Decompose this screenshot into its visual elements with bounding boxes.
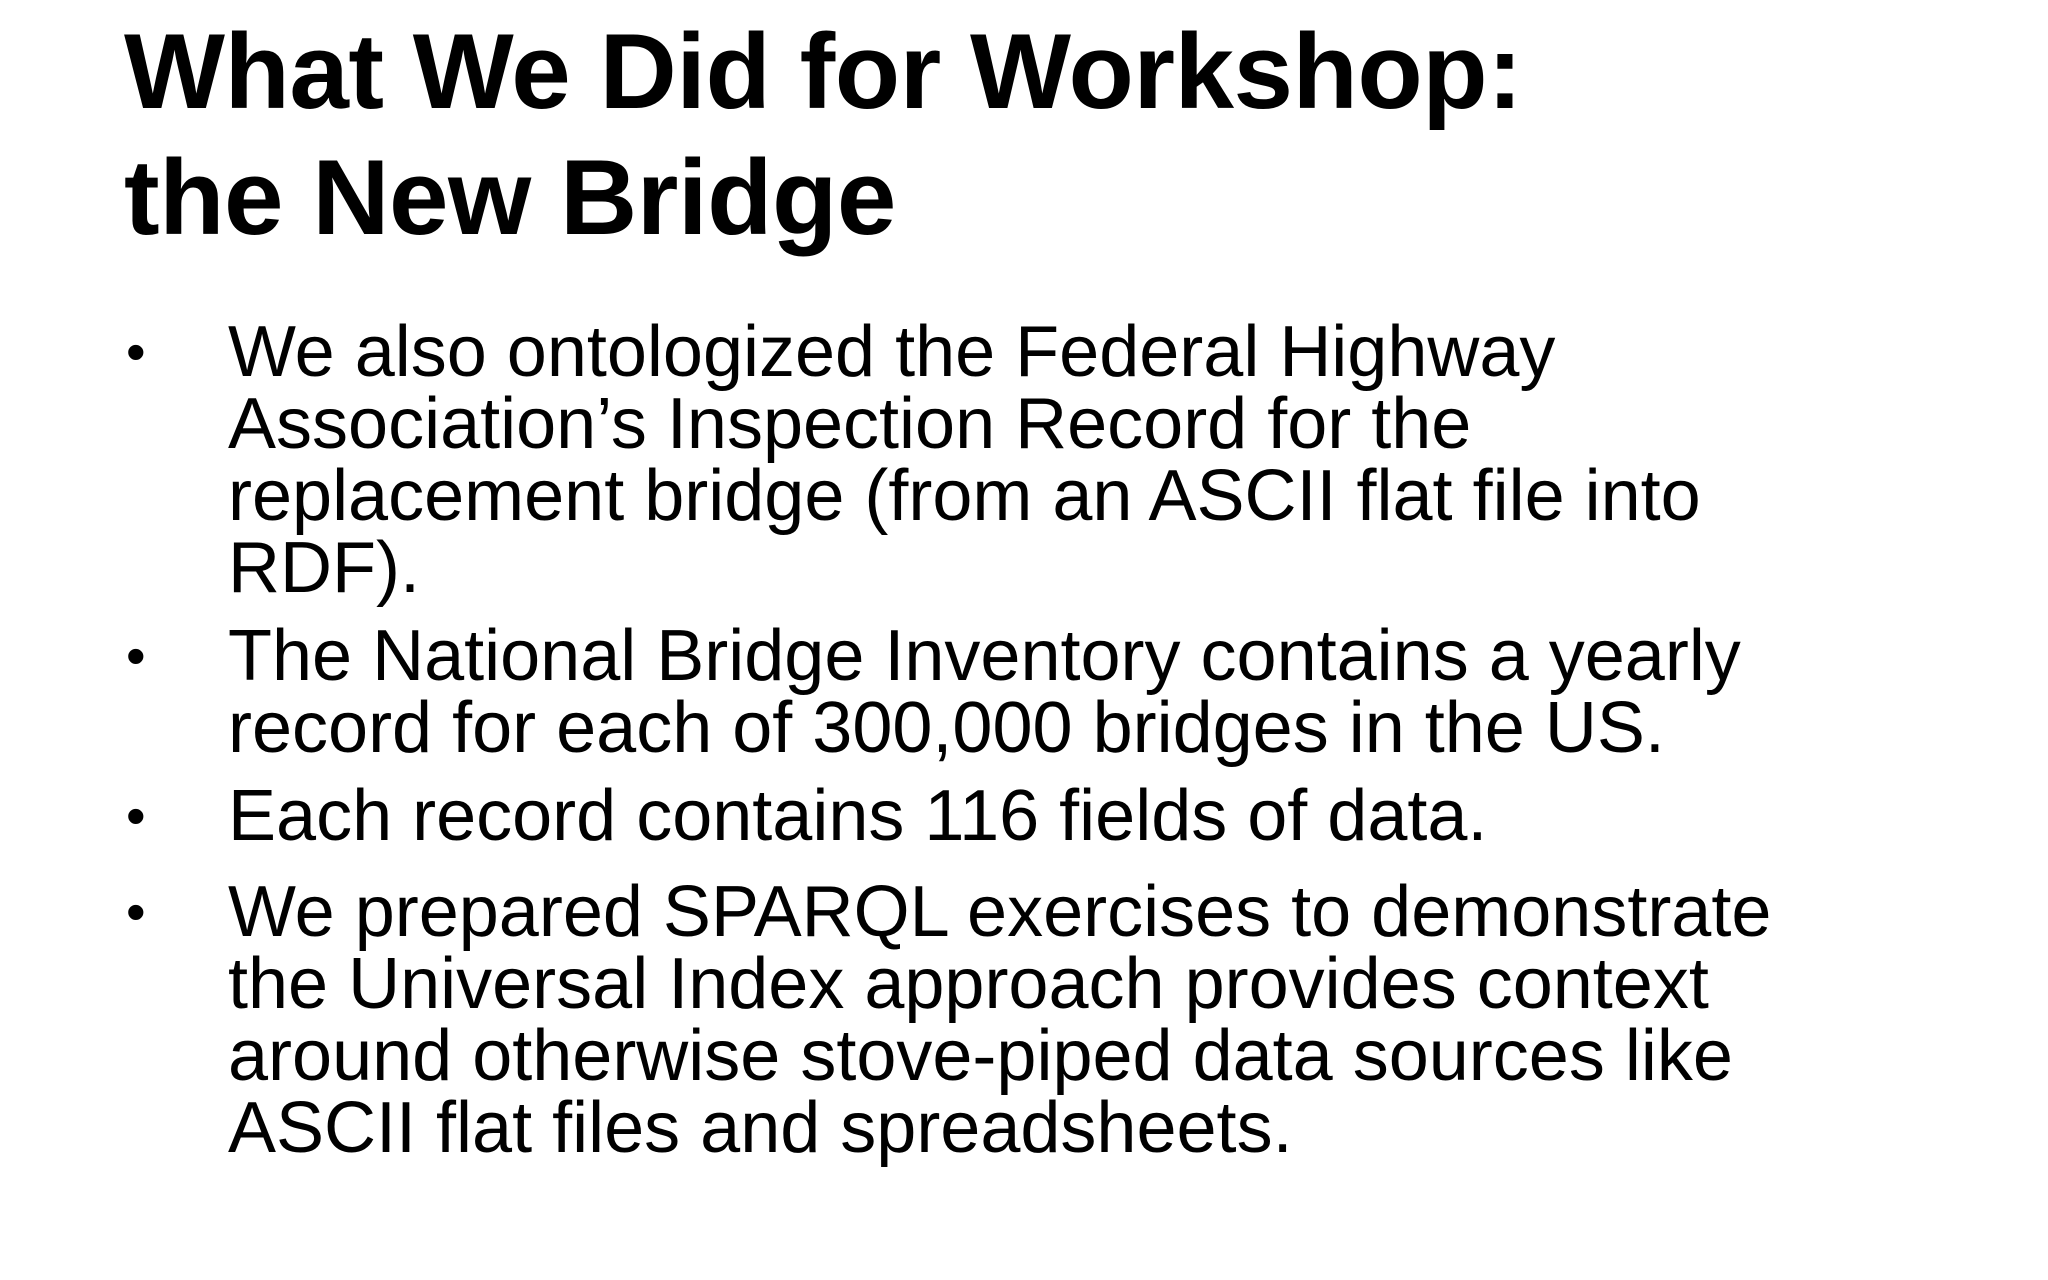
bullet-text-line: the Universal Index approach provides context <box>228 944 1709 1024</box>
bullet-icon: • <box>126 320 146 383</box>
bullet-text-line: Each record contains 116 fields of data. <box>228 776 1488 856</box>
bullet-text-line: ASCII flat files and spreadsheets. <box>228 1088 1293 1168</box>
bullet-text-line: Association’s Inspection Record for the <box>228 384 1472 464</box>
bullet-text-line: replacement bridge (from an ASCII flat file into <box>228 456 1701 536</box>
bullet-text-line: record for each of 300,000 bridges in the US. <box>228 688 1665 768</box>
bullet-text-line: We also ontologized the Federal Highway <box>228 312 1556 392</box>
bullet-icon: • <box>126 784 146 847</box>
title-line-1: What We Did for Workshop: <box>124 11 1523 131</box>
bullet-icon: • <box>126 880 146 943</box>
bullet-item-national-bridge-inventory <box>124 616 1924 768</box>
bullet-icon: • <box>126 624 146 687</box>
bullet-item-sparql-exercises <box>124 872 1924 1168</box>
bullet-text-line: around otherwise stove-piped data sources like <box>228 1016 1733 1096</box>
slide-title <box>124 8 1522 260</box>
bullet-text-line: The National Bridge Inventory contains a yearly <box>228 616 1741 696</box>
bullet-item-ontologized <box>124 312 1924 608</box>
bullet-text-line: We prepared SPARQL exercises to demonstrate <box>228 872 1772 952</box>
title-line-2: the New Bridge <box>124 137 896 257</box>
bullet-text-line: RDF). <box>228 528 420 608</box>
bullet-item-record-fields <box>124 776 1924 856</box>
bullet-list <box>124 312 1924 1180</box>
